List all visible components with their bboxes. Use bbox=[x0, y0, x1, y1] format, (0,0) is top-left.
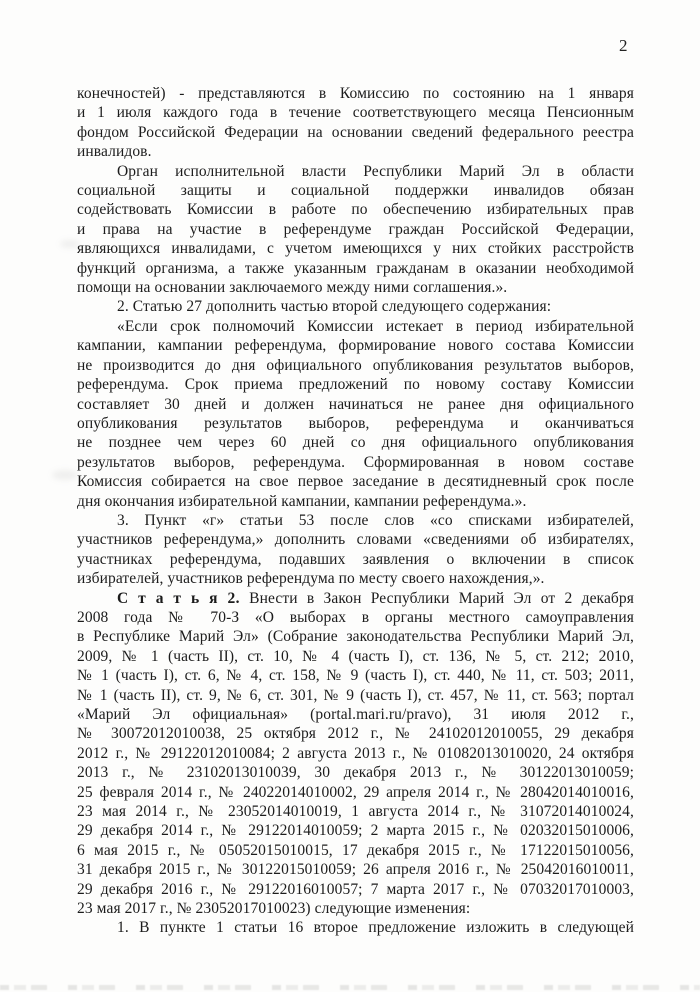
text-line: кампании, кампании референдума, формирование нового состава Комиссии bbox=[77, 337, 634, 355]
text-line: № 30072012010038, 25 октября 2012 г., № 24102012010055, 29 декабря bbox=[77, 725, 634, 743]
text-line: не производится до дня официального опубликования результатов выборов, bbox=[77, 356, 634, 374]
text-line: социальной защиты и социальной поддержки инвалидов обязан bbox=[77, 182, 634, 200]
paragraph bbox=[77, 84, 634, 162]
paragraph bbox=[77, 589, 634, 919]
text-line: № 1 (часть I), ст. 6, № 4, ст. 158, № 9 (часть I), ст. 440, № 11, ст. 503; 2011, bbox=[77, 667, 634, 685]
document-body bbox=[77, 84, 634, 938]
text-line: в Республике Марий Эл» (Собрание законодательства Республики Марий Эл, bbox=[77, 628, 634, 646]
text-line: 3. Пункт «г» статьи 53 после слов «со списками избирателей, bbox=[117, 511, 634, 529]
text-line: 2009, № 1 (часть II), ст. 10, № 4 (часть I), ст. 136, № 5, ст. 212; 2010, bbox=[77, 647, 634, 665]
text-line: опубликования результатов выборов, референдума и оканчиваться bbox=[77, 414, 634, 432]
paragraph bbox=[77, 297, 634, 316]
text-line: дня окончания избирательной кампании, кампании референдума.». bbox=[77, 492, 527, 510]
text-line: фондом Российской Федерации на основании сведений федерального реестра bbox=[77, 123, 634, 141]
paragraph bbox=[77, 317, 634, 511]
text-line: «Марий Эл официальная» (portal.mari.ru/pravo), 31 июля 2012 г., bbox=[77, 706, 634, 723]
text-line: 29 декабря 2016 г., № 29122016010057; 7 марта 2017 г., № 07032017010003, bbox=[77, 880, 634, 898]
text-line: и права на участие в референдуме граждан Российской Федерации, bbox=[77, 220, 634, 238]
paragraph bbox=[77, 511, 634, 589]
text-line: 23 мая 2017 г., № 23052017010023) следующие изменения: bbox=[77, 900, 471, 918]
text-line: референдума. Срок приема предложений по новому составу Комиссии bbox=[77, 376, 634, 394]
text-line: 2012 г., № 29122012010084; 2 августа 2013 г., № 01082013010020, 24 октября bbox=[77, 744, 634, 762]
text-line: 2. Статью 27 дополнить частью второй следующего содержания: bbox=[117, 298, 552, 316]
text-line: 23 мая 2014 г., № 23052014010019, 1 августа 2014 г., № 31072014010024, bbox=[77, 803, 634, 821]
text-line: 1. В пункте 1 статьи 16 второе предложение изложить в следующей bbox=[117, 919, 634, 937]
article-label: С т а т ь я 2. bbox=[117, 589, 240, 607]
text-line: участниках референдума, подавших заявления о включении в список bbox=[77, 550, 634, 568]
text-line: 31 декабря 2015 г., № 30122015010059; 26 апреля 2016 г., № 25042016010011, bbox=[77, 861, 634, 879]
text-line: № 1 (часть II), ст. 9, № 6, ст. 301, № 9 (часть I), ст. 457, № 11, ст. 563; портал bbox=[77, 686, 634, 704]
text-line: конечностей) - представляются в Комиссию по состоянию на 1 января bbox=[77, 85, 634, 102]
text-line: избирателей, участников референдума по месту своего нахождения,». bbox=[77, 570, 545, 588]
text-line: 25 февраля 2014 г., № 24022014010002, 29 апреля 2014 г., № 28042014010016, bbox=[77, 783, 634, 801]
next-page-bleed-through bbox=[0, 985, 700, 990]
text-line: результатов выборов, референдума. Сформированная в новом составе bbox=[77, 453, 634, 471]
paragraph bbox=[77, 918, 634, 937]
text-line: инвалидов. bbox=[77, 143, 152, 161]
text-line: и 1 июля каждого года в течение соответствующего месяца Пенсионным bbox=[77, 104, 634, 122]
text-line: Орган исполнительной власти Республики Марий Эл в области bbox=[117, 162, 634, 180]
text-line: участников референдума,» дополнить словами «сведениями об избирателях, bbox=[77, 531, 634, 549]
text-line: не позднее чем через 60 дней со дня официального опубликования bbox=[77, 434, 634, 452]
text-line: являющихся инвалидами, с учетом имеющихся у них стойких расстройств bbox=[77, 240, 634, 258]
text-line: 2008 года № 70-З «О выборах в органы местного самоуправления bbox=[77, 608, 634, 626]
text-line: помощи на основании заключаемого между ними соглашения.». bbox=[77, 279, 508, 297]
text-line: содействовать Комиссии в работе по обеспечению избирательных прав bbox=[77, 201, 634, 219]
scan-smudge bbox=[52, 470, 78, 480]
text-line: 2013 г., № 23102013010039, 30 декабря 2013 г., № 30122013010059; bbox=[77, 764, 634, 782]
text-line: «Если срок полномочий Комиссии истекает в период избирательной bbox=[117, 317, 634, 335]
text-line: Комиссия собирается на свое первое заседание в десятидневный срок после bbox=[77, 473, 634, 491]
page-number: 2 bbox=[619, 36, 628, 55]
text-line: 6 мая 2015 г., № 05052015010015, 17 декабря 2015 г., № 17122015010056, bbox=[77, 841, 634, 859]
text-line: С т а т ь я 2. Внести в Закон Республики Марий Эл от 2 декабря bbox=[117, 589, 634, 607]
text-line: составляет 30 дней и должен начинаться не ранее дня официального bbox=[77, 395, 634, 413]
paragraph bbox=[77, 162, 634, 298]
text-line: 29 декабря 2014 г., № 29122014010059; 2 марта 2015 г., № 02032015010006, bbox=[77, 822, 634, 840]
text-line: функций организма, а также указанным гражданам в оказании необходимой bbox=[77, 259, 634, 277]
